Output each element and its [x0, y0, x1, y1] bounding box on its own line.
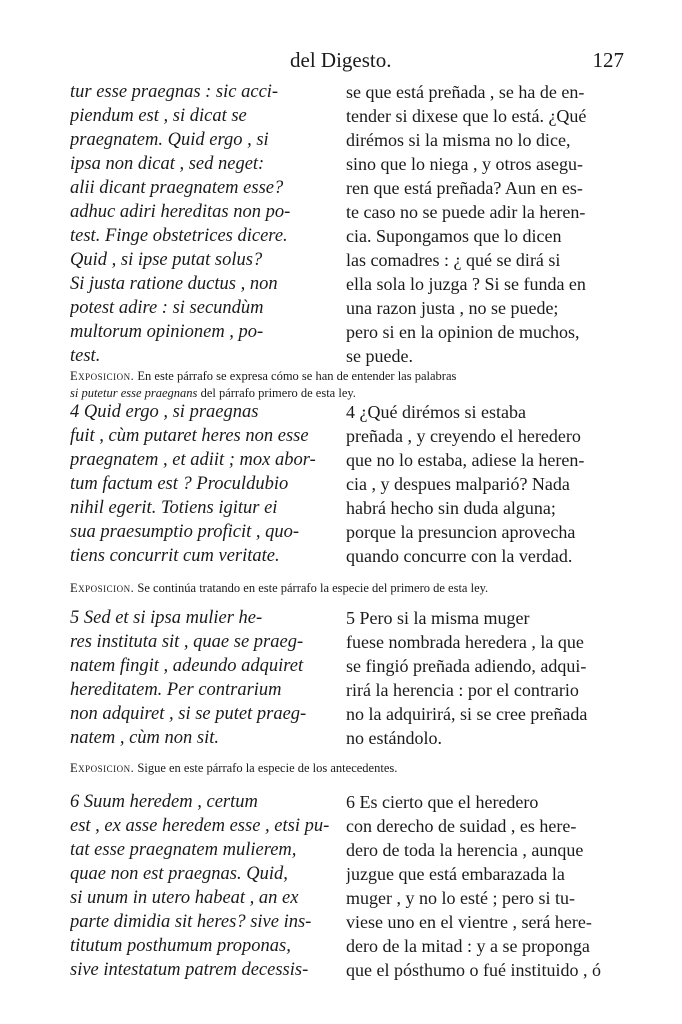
exposicion-text: Se continúa tratando en este párrafo la especie del primero de esta ley.: [137, 581, 489, 595]
latin-line: est , ex asse heredem esse , etsi pu-: [70, 816, 330, 836]
spanish-line: 4 ¿Qué dirémos si estaba: [346, 402, 526, 422]
spanish-line: una razon justa , no se puede;: [346, 298, 559, 318]
spanish-line: te caso no se puede adir la heren-: [346, 202, 586, 222]
spanish-line: se puede.: [346, 346, 413, 366]
spanish-line: muger , y no lo esté ; pero si tu-: [346, 888, 575, 908]
spanish-line: tender si dixese que lo está. ¿Qué: [346, 106, 587, 126]
latin-line: res instituta sit , quae se praeg-: [70, 632, 304, 652]
spanish-line: juzgue que está embarazada la: [346, 864, 565, 884]
latin-line: adhuc adiri hereditas non po-: [70, 202, 291, 222]
latin-column: [70, 790, 338, 982]
latin-line: 4 Quid ergo , si praegnas: [70, 402, 259, 422]
spanish-column: [346, 790, 626, 982]
latin-line: hereditatem. Per contrarium: [70, 680, 282, 700]
spanish-line: dirémos si la misma no lo dice,: [346, 130, 571, 150]
spanish-line: preñada , y creyendo el heredero: [346, 426, 581, 446]
latin-line: praegnatem , et adiit ; mox abor-: [70, 450, 316, 470]
spanish-line: sino que lo niega , y otros asegu-: [346, 154, 583, 174]
latin-line: test. Finge obstetrices dicere.: [70, 226, 288, 246]
exposicion-1: [70, 368, 630, 402]
spanish-line: las comadres : ¿ qué se dirá si: [346, 250, 561, 270]
latin-line: nihil egerit. Totiens igitur ei: [70, 498, 278, 518]
spanish-line: cia. Supongamos que lo dicen: [346, 226, 562, 246]
latin-line: sua praesumptio proficit , quo-: [70, 522, 300, 542]
spanish-line: ren que está preñada? Aun en es-: [346, 178, 583, 198]
latin-line: tur esse praegnas : sic acci-: [70, 82, 279, 102]
latin-line: parte dimidia sit heres? sive ins-: [70, 912, 312, 932]
spanish-line: no estándolo.: [346, 728, 442, 748]
spanish-line: habrá hecho sin duda alguna;: [346, 498, 556, 518]
latin-column: [70, 80, 338, 368]
exposicion-quoted-phrase: si putetur esse praegnans: [70, 386, 198, 400]
spanish-line: con derecho de suidad , es here-: [346, 816, 577, 836]
text-block-4: [70, 400, 630, 570]
spanish-line: fuese nombrada heredera , la que: [346, 632, 584, 652]
exposicion-2: [70, 580, 630, 597]
latin-line: Quid , si ipse putat solus?: [70, 250, 263, 270]
latin-line: sive intestatum patrem decessis-: [70, 960, 309, 980]
latin-line: potest adire : si secundùm: [70, 298, 264, 318]
latin-line: titutum posthumum proponas,: [70, 936, 291, 956]
latin-line: multorum opinionem , po-: [70, 322, 264, 342]
latin-line: tat esse praegnatem mulierem,: [70, 840, 297, 860]
latin-line: ipsa non dicat , sed neget:: [70, 154, 265, 174]
spanish-line: no la adquirirá, si se cree preñada: [346, 704, 588, 724]
spanish-line: se que está preñada , se ha de en-: [346, 82, 585, 102]
latin-line: si unum in utero habeat , an ex: [70, 888, 299, 908]
text-block-5: [70, 606, 630, 752]
spanish-line: pero si en la opinion de muchos,: [346, 322, 580, 342]
latin-line: natem , cùm non sit.: [70, 728, 220, 748]
exposicion-label: Exposicion.: [70, 761, 135, 775]
latin-line: piendum est , si dicat se: [70, 106, 247, 126]
latin-line: tiens concurrit cum veritate.: [70, 546, 280, 566]
spanish-line: que no lo estaba, adiese la heren-: [346, 450, 585, 470]
latin-line: tum factum est ? Proculdubio: [70, 474, 289, 494]
spanish-column: [346, 80, 626, 368]
page-number: 127: [592, 48, 624, 72]
latin-line: alii dicant praegnatem esse?: [70, 178, 284, 198]
spanish-line: 5 Pero si la misma muger: [346, 608, 530, 628]
latin-line: natem fingit , adeundo adquiret: [70, 656, 304, 676]
text-block-6: [70, 790, 630, 986]
spanish-column: [346, 606, 626, 750]
latin-line: 6 Suum heredem , certum: [70, 792, 258, 812]
spanish-line: ella sola lo juzga ? Si se funda en: [346, 274, 586, 294]
exposicion-text: del párrafo primero de esta ley.: [200, 386, 356, 400]
latin-line: 5 Sed et si ipsa mulier he-: [70, 608, 263, 628]
spanish-line: 6 Es cierto que el heredero: [346, 792, 539, 812]
latin-line: test.: [70, 346, 101, 366]
exposicion-3: [70, 760, 630, 777]
spanish-column: [346, 400, 626, 568]
exposicion-text: Sigue en este párrafo la especie de los antecedentes.: [137, 761, 398, 775]
spanish-line: que el pósthumo o fué instituido , ó: [346, 960, 601, 980]
latin-line: non adquiret , si se putet praeg-: [70, 704, 307, 724]
page-header: [0, 48, 682, 78]
spanish-line: dero de toda la herencia , aunque: [346, 840, 584, 860]
spanish-line: porque la presuncion aprovecha: [346, 522, 576, 542]
exposicion-label: Exposicion.: [70, 581, 135, 595]
latin-line: fuit , cùm putaret heres non esse: [70, 426, 309, 446]
text-block-1: [70, 80, 630, 370]
spanish-line: quando concurre con la verdad.: [346, 546, 573, 566]
spanish-line: rirá la herencia : por el contrario: [346, 680, 579, 700]
spanish-line: viese uno en el vientre , será here-: [346, 912, 592, 932]
spanish-line: dero de la mitad : y a se proponga: [346, 936, 590, 956]
latin-column: [70, 606, 338, 750]
running-title: del Digesto.: [290, 48, 392, 72]
latin-column: [70, 400, 338, 568]
spanish-line: cia , y despues malparió? Nada: [346, 474, 570, 494]
latin-line: quae non est praegnas. Quid,: [70, 864, 288, 884]
exposicion-label: Exposicion.: [70, 369, 135, 383]
exposicion-text: En este párrafo se expresa cómo se han de entender las palabras: [137, 369, 457, 383]
latin-line: praegnatem. Quid ergo , si: [70, 130, 269, 150]
latin-line: Si justa ratione ductus , non: [70, 274, 278, 294]
spanish-line: se fingió preñada adiendo, adqui-: [346, 656, 587, 676]
